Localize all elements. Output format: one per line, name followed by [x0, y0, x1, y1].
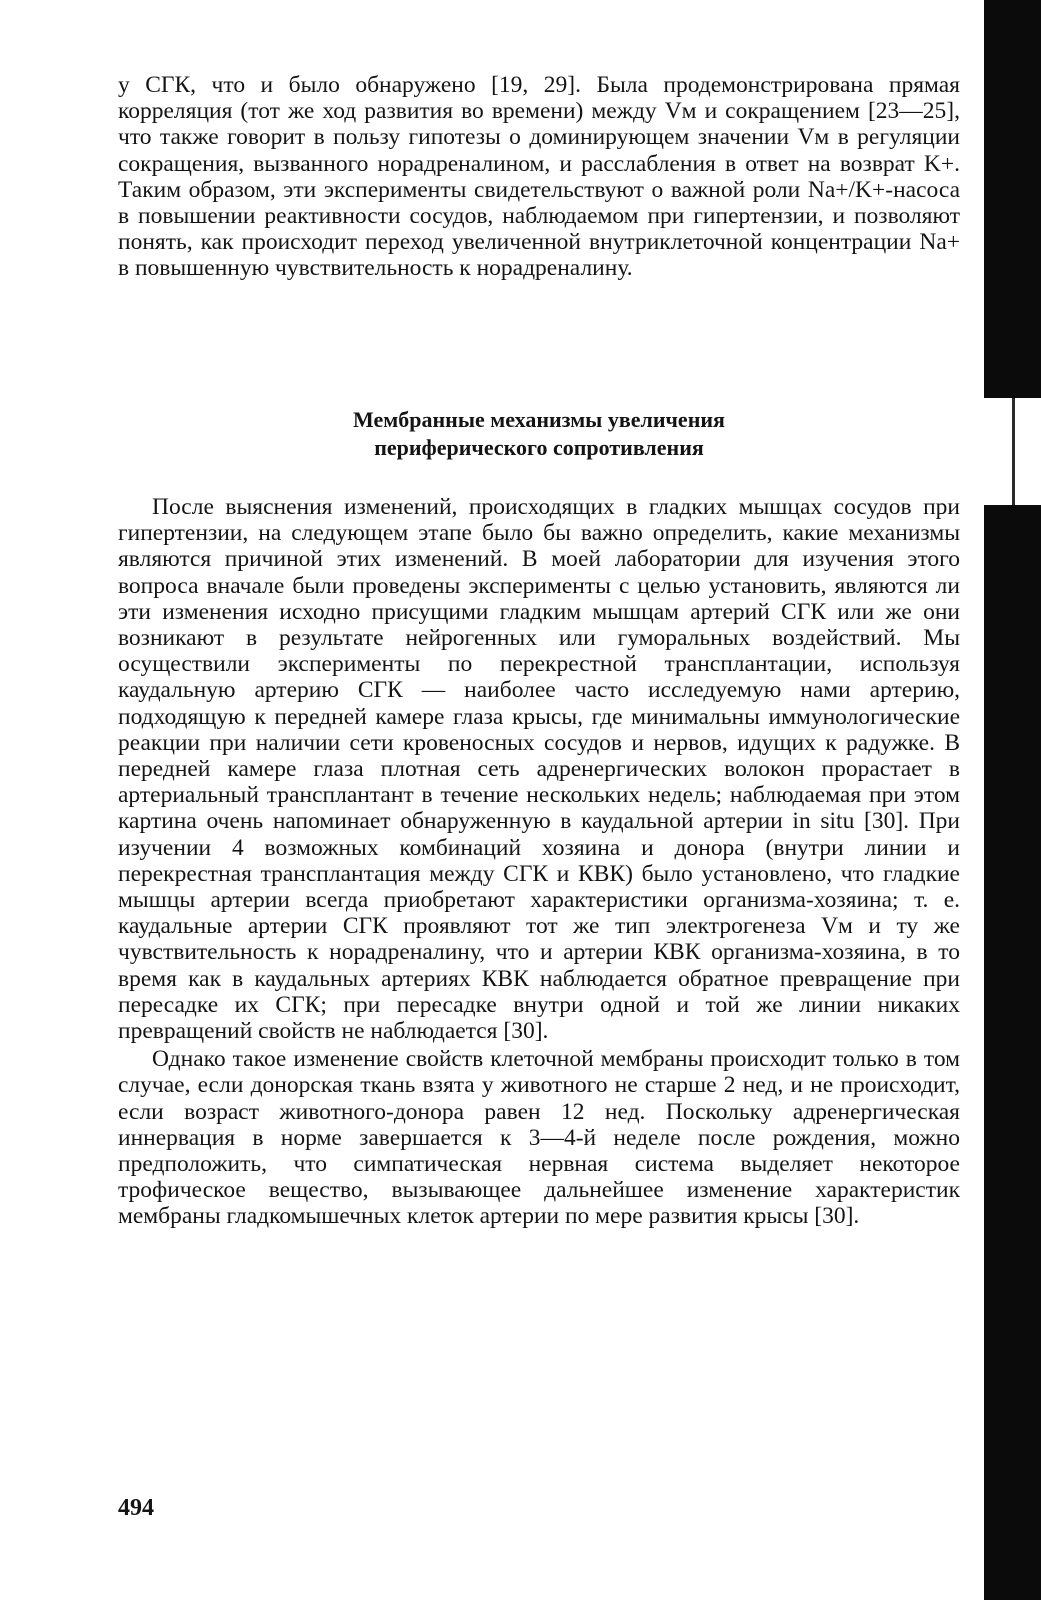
page-number: 494: [118, 1495, 154, 1521]
section-heading: [118, 406, 960, 462]
paragraph: После выяснения изменений, происходящих в гладких мышцах сосудов при гипертензии, на следующем этапе было бы важно определить, какие механизмы являются причиной этих изменений. В моей лаборатории для изучения этого вопроса вначале были проведены эксперименты с целью установить, являются ли эти изменения исходно присущими гладким мышцам артерий СГК или же они возникают в результате нейрогенных или гуморальных воздействий. Мы осуществили эксперименты по перекрестной трансплантации, используя каудальную артерию СГК — наиболее часто исследуемую нами артерию, подходящую к передней камере глаза крысы, где минимальны иммунологические реакции при наличии сети кровеносных сосудов и нервов, идущих к радужке. В передней камере глаза плотная сеть адренергических волокон прорастает в артериальный трансплантант в течение нескольких недель; наблюдаемая при этом картина очень напоминает обнаруженную в каудальной артерии in situ [30]. При изучении 4 возможных комбинаций хозяина и донора (внутри линии и перекрестная трансплантация между СГК и КВК) было установлено, что гладкие мышцы артерии всегда приобретают характеристики организма-хозяина; т. е. каудальные артерии СГК проявляют тот же тип электрогенеза Vм и ту же чувствительность к норадреналину, что и артерии КВК организма-хозяина, в то время как в каудальных артериях КВК наблюдается обратное превращение при пересадке их СГК; при пересадке внутри одной и той же линии никаких превращений свойств не наблюдается [30].: [118, 494, 960, 1045]
section-body-text: [118, 494, 960, 1230]
paragraph: у СГК, что и было обнаружено [19, 29]. Была продемонстрирована прямая корреляция (тот же ход развития во времени) между Vм и сокращением [23—25], что также говорит в пользу гипотезы о доминирующем значении Vм в регуляции сокращения, вызванного норадреналином, и расслабления в ответ на возврат K+. Таким образом, эти эксперименты свидетельствуют о важной роли Na+/K+-насоса в повышении реактивности сосудов, наблюдаемом при гипертензии, и позволяют понять, как происходит переход увеличенной внутриклеточной концентрации Na+ в повышенную чувствительность к норадреналину.: [118, 72, 960, 282]
scan-spine-shadow-upper: [984, 0, 1041, 398]
section-heading-line-2: периферического сопротивления: [374, 435, 704, 460]
paragraph: Однако такое изменение свойств клеточной мембраны происходит только в том случае, если донорская ткань взята у животного не старше 2 нед, и не происходит, если возраст животного-донора равен 12 нед. Поскольку адренергическая иннервация в норме завершается к 3—4-й неделе после рождения, можно предположить, что симпатическая нервная система выделяет некоторое трофическое вещество, вызывающее дальнейшее изменение характеристик мембраны гладкомышечных клеток артерии по мере развития крысы [30].: [118, 1046, 960, 1230]
section-heading-line-1: Мембранные механизмы увеличения: [353, 407, 725, 432]
body-text-top: [118, 72, 960, 282]
scan-spine-edge-line: [1012, 398, 1015, 505]
scan-spine-shadow-lower: [984, 505, 1041, 1600]
